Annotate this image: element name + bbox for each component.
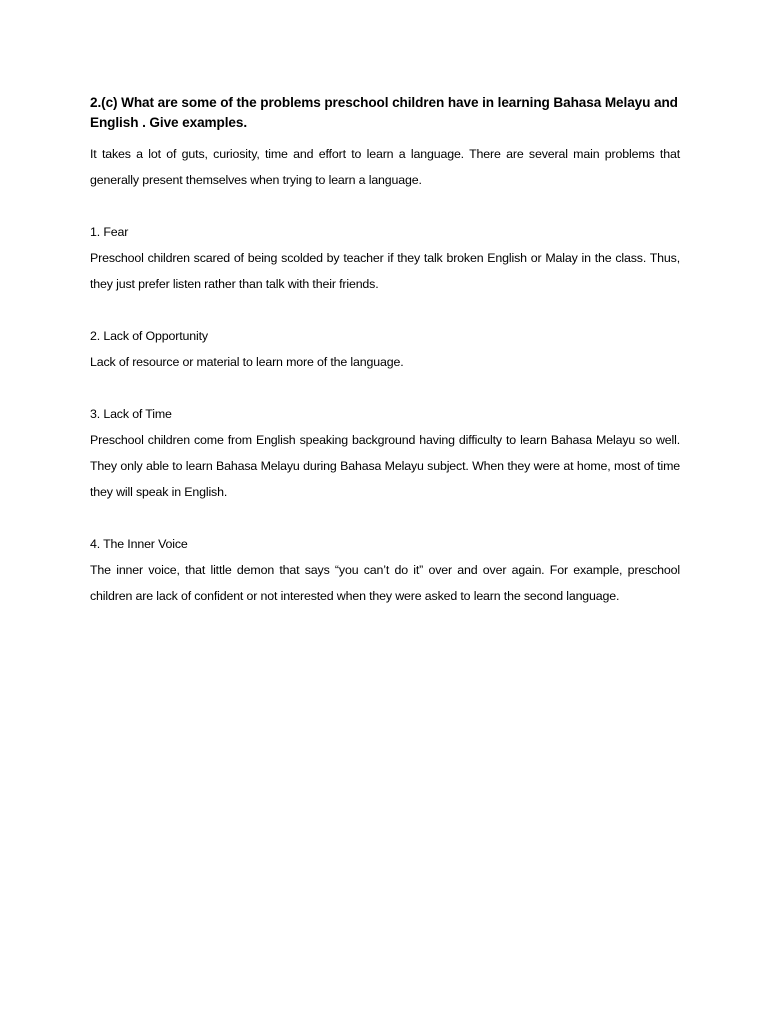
section-body: Preschool children come from English speaking background having difficulty to learn Bahasa Melayu so well. They only able to learn Bahasa Melayu during Bahasa Melayu subject. When they were at home, most of time they will speak in English. [90,433,680,499]
section-body: The inner voice, that little demon that says “you can’t do it” over and over again. For example, preschool children are lack of confident or not interested when they were asked to learn the second language. [90,563,680,603]
document-content [90,93,680,635]
question-heading: 2.(c) What are some of the problems preschool children have in learning Bahasa Melayu and English . Give examples. [90,95,678,130]
section-inner-voice [90,531,680,609]
section-lack-of-time [90,401,680,505]
section-fear [90,219,680,297]
section-body: Preschool children scared of being scolded by teacher if they talk broken English or Malay in the class. Thus, they just prefer listen rather than talk with their friends. [90,251,680,291]
section-heading: 1. Fear [90,225,129,239]
section-heading: 2. Lack of Opportunity [90,329,208,343]
intro-paragraph: It takes a lot of guts, curiosity, time and effort to learn a language. There are several main problems that generally present themselves when trying to learn a language. [90,147,680,187]
section-heading: 3. Lack of Time [90,407,172,421]
section-lack-of-opportunity [90,323,680,375]
section-body: Lack of resource or material to learn more of the language. [90,355,404,369]
section-heading: 4. The Inner Voice [90,537,188,551]
